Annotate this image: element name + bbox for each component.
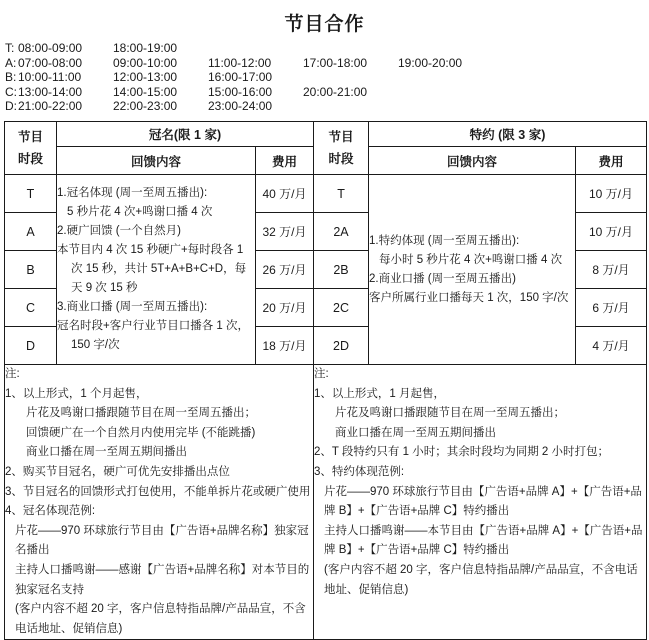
time-slot-label: A: xyxy=(5,55,17,70)
text-line: 4、冠名体现范例: xyxy=(5,505,96,518)
left-fee-header: 费用 xyxy=(256,147,314,175)
text-line: 1.特约体现 (周一至周五播出): xyxy=(369,234,520,247)
fee-cell: 40 万/月 xyxy=(256,175,314,213)
text-line: 冠名时段+客户行业节目口播各 1 次，150 字/次 xyxy=(57,320,249,351)
time-slot-label: T: xyxy=(5,41,15,55)
time-value: 12:00-13:00 xyxy=(113,70,178,85)
time-value: 09:00-10:00 xyxy=(113,55,178,70)
text-line: 片花及鸣谢口播跟随节目在周一至周五播出； xyxy=(26,407,256,420)
right-feedback-header: 回馈内容 xyxy=(369,147,576,175)
text-line: (客户内容不超 20 字，客户信息特指品牌/产品品宣，不含电话地址、促销信息) xyxy=(324,563,638,596)
slot-cell: 2D xyxy=(314,327,369,365)
time-value: 15:00-16:00 xyxy=(208,84,273,99)
time-value: 17:00-18:00 xyxy=(303,55,368,70)
text-line: 2、购买节目冠名，硬广可优先安排播出点位 xyxy=(5,465,230,478)
time-value: 20:00-21:00 xyxy=(303,84,368,99)
fee-cell: 6 万/月 xyxy=(576,289,647,327)
time-value: 21:00-22:00 xyxy=(18,99,83,114)
fee-cell: 10 万/月 xyxy=(576,213,647,251)
text-line: 2、T 段特约只有 1 小时；其余时段均为同期 2 小时打包； xyxy=(314,446,609,459)
text-line: 1、以上形式，1 月起售， xyxy=(314,387,446,400)
time-slot-row xyxy=(5,99,493,114)
time-slot-label: B: xyxy=(5,70,17,85)
text-line: 2.硬广回馈 (一个自然月) xyxy=(57,225,181,237)
text-line: 3、特约体现范例: xyxy=(314,465,405,478)
slot-header-line: 节目 xyxy=(328,130,354,144)
text-line: 片花及鸣谢口播跟随节目在周一至周五播出； xyxy=(335,407,566,420)
slot-header-line: 节目 xyxy=(17,130,43,144)
left-slot-column-header xyxy=(5,122,57,175)
slot-cell: T xyxy=(5,175,57,213)
right-group-header: 特约 (限 3 家) xyxy=(369,122,647,147)
time-slot-legend xyxy=(5,41,493,114)
slot-cell: 2C xyxy=(314,289,369,327)
text-line: 注: xyxy=(5,368,20,380)
time-value: 10:00-11:00 xyxy=(18,70,82,85)
left-feedback-header: 回馈内容 xyxy=(57,147,256,175)
time-value: 08:00-09:00 xyxy=(18,41,83,55)
time-value: 07:00-08:00 xyxy=(18,55,83,70)
text-line: 3.商业口播 (周一至周五播出): xyxy=(57,301,208,313)
time-value: 23:00-24:00 xyxy=(208,99,273,114)
time-slot-label: D: xyxy=(5,99,17,114)
left-group-header: 冠名(限 1 家) xyxy=(57,122,314,147)
page-title: 节目合作 xyxy=(284,14,365,35)
slot-cell: A xyxy=(5,213,57,251)
slot-cell: 2A xyxy=(314,213,369,251)
time-slot-row xyxy=(5,70,493,85)
fee-cell: 32 万/月 xyxy=(256,213,314,251)
time-value: 22:00-23:00 xyxy=(113,99,178,114)
time-value: 18:00-19:00 xyxy=(113,41,178,55)
time-value: 14:00-15:00 xyxy=(113,84,178,99)
slot-cell: C xyxy=(5,289,57,327)
time-slot-label: C: xyxy=(5,84,17,99)
text-line: 5 秒片花 4 次+鸣谢口播 4 次 xyxy=(67,206,213,218)
text-line: 1、以上形式，1 个月起售， xyxy=(5,387,148,400)
left-feedback-cell xyxy=(57,175,256,365)
text-line: 商业口播在周一至周五期间播出 xyxy=(26,446,187,459)
text-line: 商业口播在周一至周五期间播出 xyxy=(335,426,497,439)
time-slot-row xyxy=(5,56,493,71)
text-line: 注: xyxy=(314,368,329,380)
slot-cell: D xyxy=(5,327,57,365)
time-value: 13:00-14:00 xyxy=(18,84,83,99)
right-fee-header: 费用 xyxy=(576,147,647,175)
time-slot-row xyxy=(5,85,493,100)
text-line: (客户内容不超 20 字，客户信息特指品牌/产品品宣，不含电话地址、促销信息) xyxy=(15,603,306,635)
text-line: 本节目内 4 次 15 秒硬广+每时段各 1 次 15 秒，共计 5T+A+B+C+D，每天 9 次 15 秒 xyxy=(57,244,247,294)
fee-cell: 20 万/月 xyxy=(256,289,314,327)
text-line: 主持人口播鸣谢——本节目由【广告语+品牌 A】+【广告语+品牌 B】+【广告语+品牌 C】特约播出 xyxy=(324,524,643,557)
fee-cell: 8 万/月 xyxy=(576,251,647,289)
slot-header-line: 时段 xyxy=(328,152,354,166)
text-line: 1.冠名体现 (周一至周五播出): xyxy=(57,187,208,199)
time-slot-row xyxy=(5,41,493,56)
text-line: 2.商业口播 (周一至周五播出) xyxy=(369,272,516,285)
text-line: 回馈硬广在一个自然月内使用完毕 (不能跳播) xyxy=(26,426,256,439)
time-value: 19:00-20:00 xyxy=(398,55,463,70)
fee-cell: 4 万/月 xyxy=(576,327,647,365)
right-feedback-cell xyxy=(369,175,576,365)
program-cooperation-table xyxy=(4,121,647,640)
left-notes-cell xyxy=(5,365,314,640)
text-line: 片花——970 环球旅行节目由【广告语+品牌名称】独家冠名播出 xyxy=(15,524,309,557)
text-line: 片花——970 环球旅行节目由【广告语+品牌 A】+【广告语+品牌 B】+【广告语+品牌 C】特约播出 xyxy=(324,485,642,518)
right-notes-cell xyxy=(314,365,647,640)
slot-cell: B xyxy=(5,251,57,289)
text-line: 客户所属行业口播每天 1 次，150 字/次 xyxy=(369,291,569,304)
fee-cell: 10 万/月 xyxy=(576,175,647,213)
time-value: 11:00-12:00 xyxy=(208,55,272,70)
fee-cell: 26 万/月 xyxy=(256,251,314,289)
fee-cell: 18 万/月 xyxy=(256,327,314,365)
slot-header-line: 时段 xyxy=(17,152,43,166)
slot-cell: 2B xyxy=(314,251,369,289)
right-slot-column-header xyxy=(314,122,369,175)
text-line: 3、节目冠名的回馈形式打包使用，不能单拆片花或硬广使用 xyxy=(5,485,311,498)
slot-cell: T xyxy=(314,175,369,213)
text-line: 每小时 5 秒片花 4 次+鸣谢口播 4 次 xyxy=(379,253,563,266)
time-value: 16:00-17:00 xyxy=(208,70,273,85)
text-line: 主持人口播鸣谢——感谢【广告语+品牌名称】对本节目的独家冠名支持 xyxy=(15,563,310,596)
